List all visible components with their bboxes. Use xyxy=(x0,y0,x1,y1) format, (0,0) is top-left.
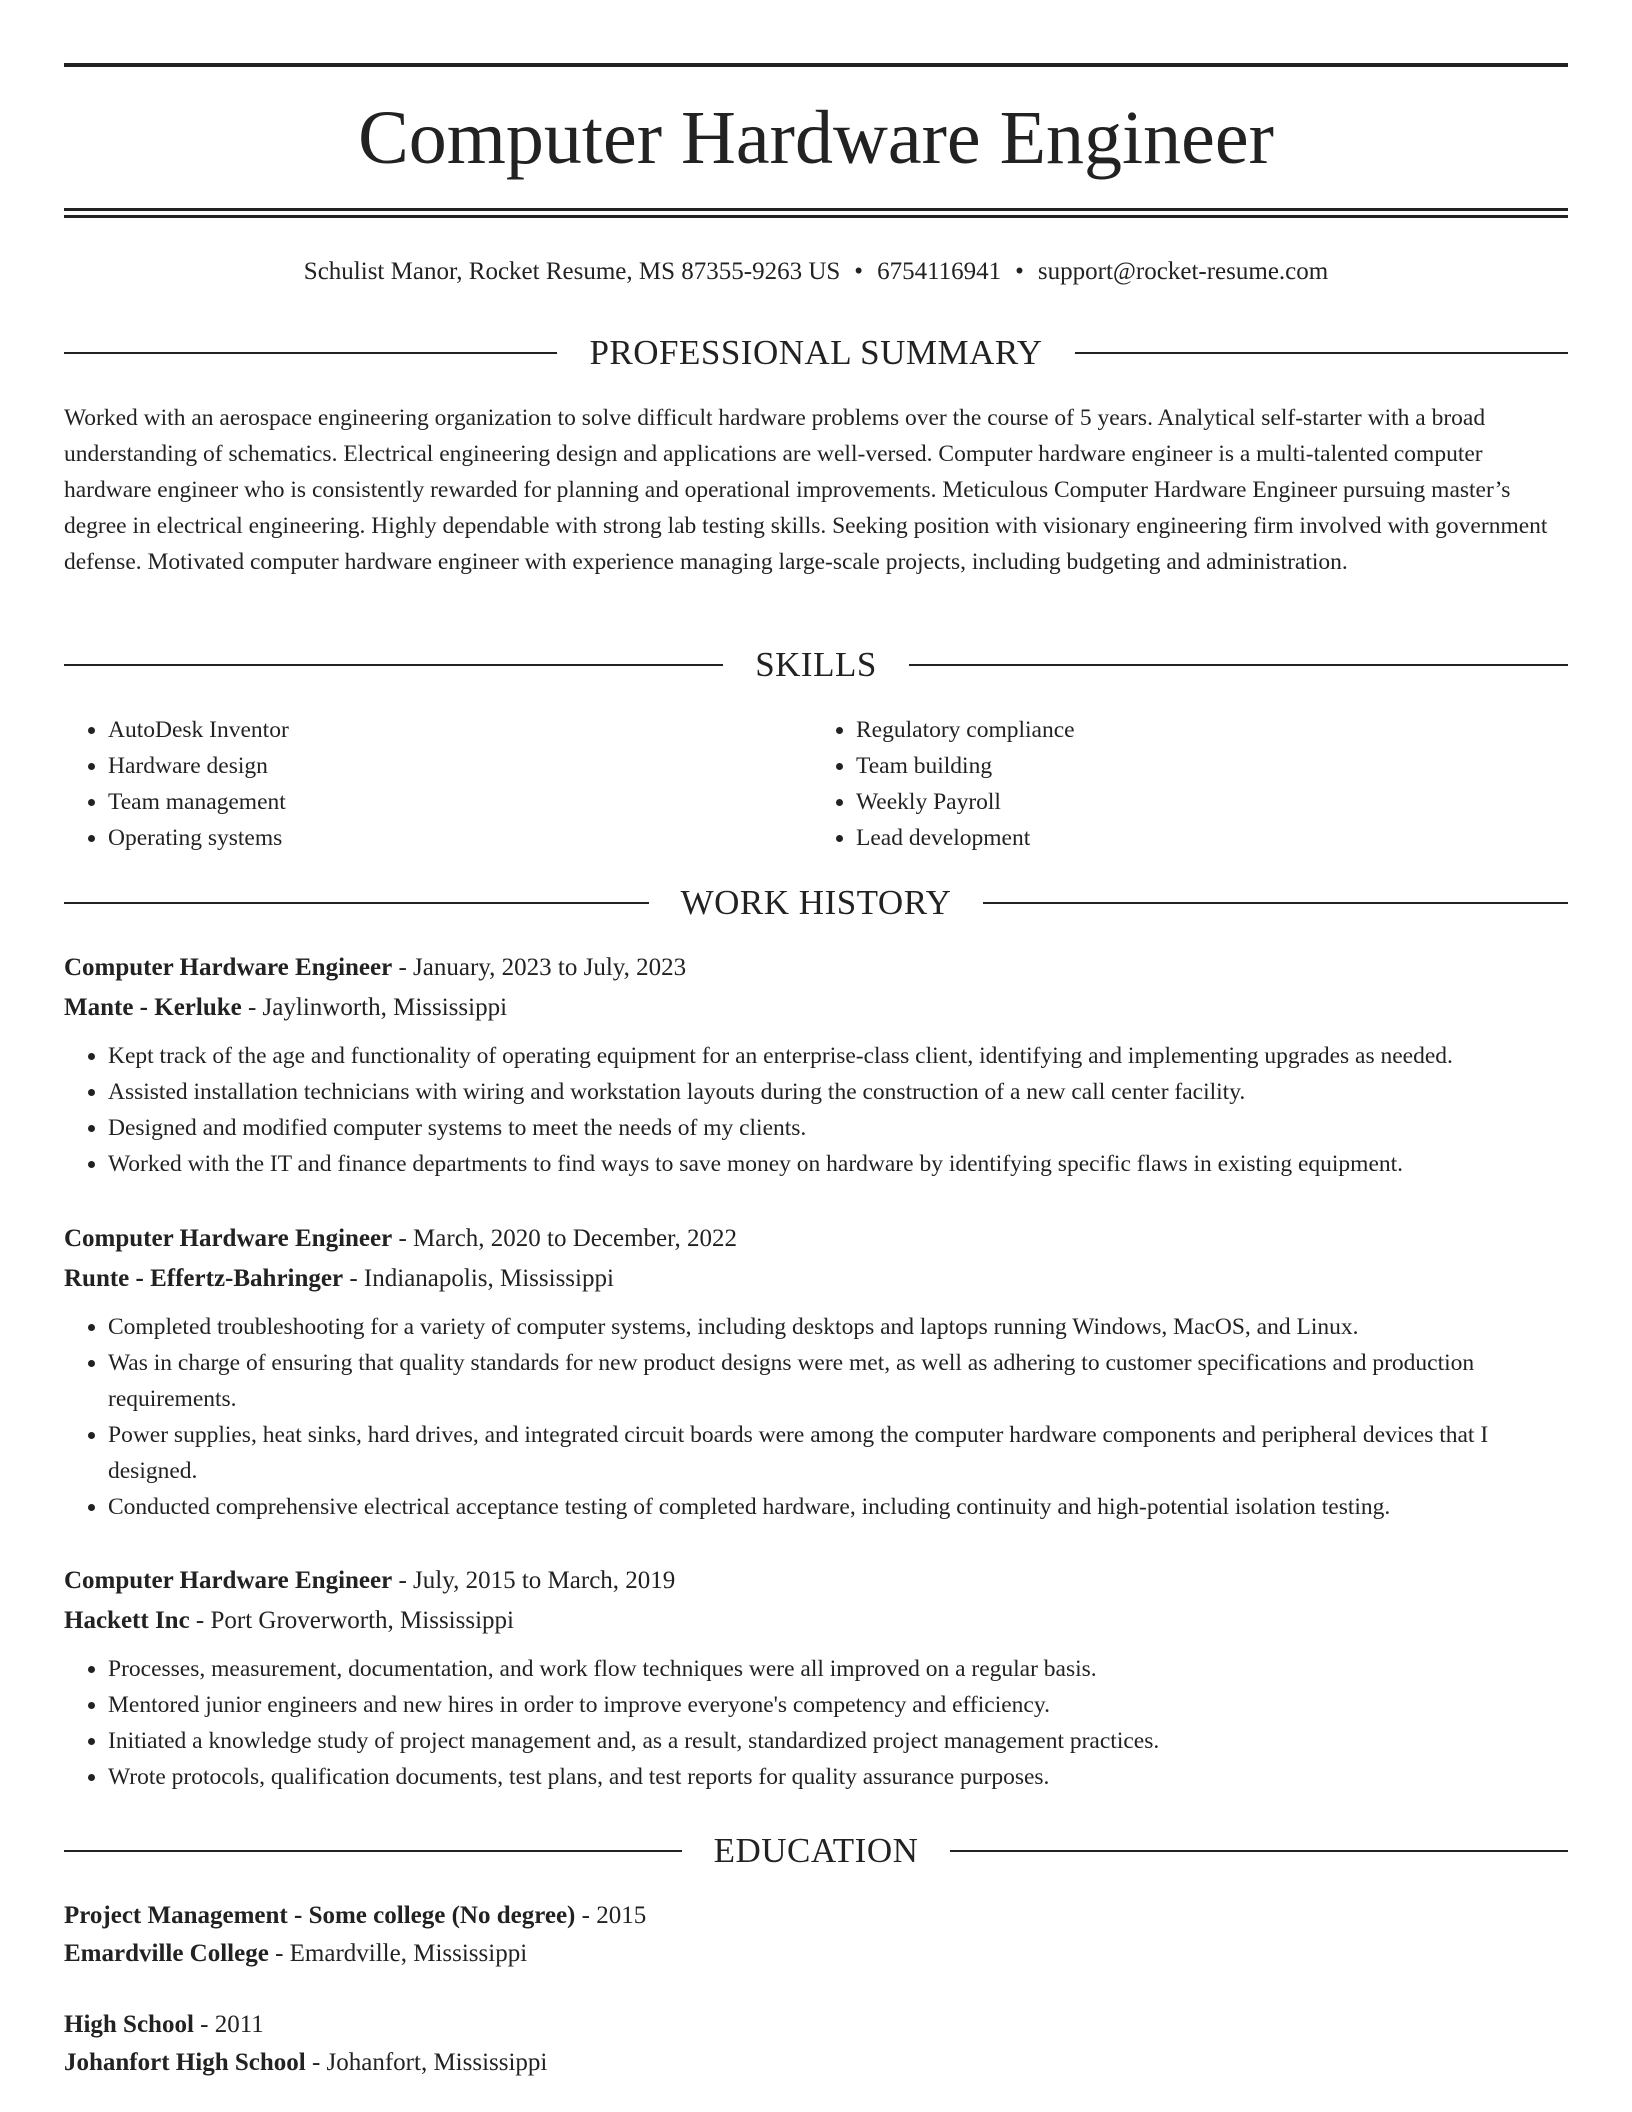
job-bullet: • Initiated a knowledge study of project management and, as a result, standardized project management practices. xyxy=(108,1723,1568,1759)
education-year: - 2015 xyxy=(575,1902,647,1929)
contact-email: support@rocket-resume.com xyxy=(1037,258,1329,285)
education-location: - Johanfort, Mississippi xyxy=(305,2049,548,2076)
title-rule-lower xyxy=(64,215,1568,218)
job-bullet: • Designed and modified computer systems to meet the needs of my clients. xyxy=(108,1110,1568,1146)
job-company: Runte - Effertz-Bahringer xyxy=(64,1265,344,1292)
education-entry xyxy=(64,2006,1568,2082)
job-title-line xyxy=(64,1219,1568,1259)
skills-list xyxy=(64,712,1568,856)
education-degree-line xyxy=(64,1897,1568,1935)
section-heading-education xyxy=(64,1827,1568,1875)
job-title: Computer Hardware Engineer xyxy=(64,1567,393,1594)
heading-rule xyxy=(983,902,1568,904)
job-entry xyxy=(64,948,1568,1182)
heading-rule xyxy=(1075,352,1568,354)
section-heading-work xyxy=(64,879,1568,927)
job-title: Computer Hardware Engineer xyxy=(64,1225,393,1252)
job-entry xyxy=(64,1219,1568,1525)
section-title: PROFESSIONAL SUMMARY xyxy=(589,333,1043,372)
skill-item: • Team management xyxy=(108,784,806,820)
job-bullets xyxy=(64,1309,1568,1525)
job-title-line xyxy=(64,1561,1568,1601)
job-dates: - January, 2023 to July, 2023 xyxy=(392,954,687,981)
heading-rule xyxy=(64,902,649,904)
job-entry xyxy=(64,1561,1568,1795)
heading-rule xyxy=(64,664,723,666)
heading-rule xyxy=(950,1850,1568,1852)
skill-item: • Team building xyxy=(856,748,1554,784)
education-school-line xyxy=(64,2044,1568,2082)
contact-separator: • xyxy=(854,258,864,285)
job-bullet: • Mentored junior engineers and new hires in order to improve everyone's competency and efficiency. xyxy=(108,1687,1568,1723)
education-degree: Project Management - Some college (No degree) xyxy=(64,1902,576,1929)
job-bullet: • Was in charge of ensuring that quality standards for new product designs were met, as well as adhering to customer specifications and production requirements. xyxy=(108,1345,1568,1417)
skill-item: • Lead development xyxy=(856,820,1554,856)
contact-line xyxy=(64,254,1568,290)
contact-phone: 6754116941 xyxy=(877,258,1002,285)
skill-item: • AutoDesk Inventor xyxy=(108,712,806,748)
job-bullet: • Wrote protocols, qualification documents, test plans, and test reports for quality assurance purposes. xyxy=(108,1759,1568,1795)
section-title: WORK HISTORY xyxy=(680,883,952,922)
section-title: SKILLS xyxy=(755,645,877,684)
section-heading-summary xyxy=(64,329,1568,377)
education-degree-line xyxy=(64,2006,1568,2044)
job-company-line xyxy=(64,1259,1568,1299)
resume-title: Computer Hardware Engineer xyxy=(358,96,1274,180)
education-school: Johanfort High School xyxy=(64,2049,306,2076)
education-year: - 2011 xyxy=(193,2011,264,2038)
skill-item: • Operating systems xyxy=(108,820,806,856)
section-title: EDUCATION xyxy=(713,1831,919,1870)
education-degree: High School xyxy=(64,2011,194,2038)
heading-rule xyxy=(64,1850,682,1852)
title-rule-upper xyxy=(64,208,1568,211)
job-location: - Port Groverworth, Mississippi xyxy=(189,1607,514,1634)
education-school-line xyxy=(64,1935,1568,1973)
skills-column-left xyxy=(64,712,806,856)
heading-rule xyxy=(909,664,1568,666)
job-bullet: • Processes, measurement, documentation, and work flow techniques were all improved on a regular basis. xyxy=(108,1651,1568,1687)
education-location: - Emardville, Mississippi xyxy=(268,1940,528,1967)
job-bullet: • Assisted installation technicians with wiring and workstation layouts during the construction of a new call center facility. xyxy=(108,1074,1568,1110)
job-bullet: • Conducted comprehensive electrical acceptance testing of completed hardware, including continuity and high-potential isolation testing. xyxy=(108,1489,1568,1525)
job-title-line xyxy=(64,948,1568,988)
education-entry xyxy=(64,1897,1568,1973)
job-bullets xyxy=(64,1038,1568,1182)
job-dates: - July, 2015 to March, 2019 xyxy=(392,1567,676,1594)
contact-separator: • xyxy=(1015,258,1024,285)
job-bullet: • Power supplies, heat sinks, hard drives, and integrated circuit boards were among the computer hardware components and peripheral devices that I designed. xyxy=(108,1417,1568,1489)
heading-rule xyxy=(64,352,557,354)
job-bullet: • Completed troubleshooting for a variety of computer systems, including desktops and laptops running Windows, MacOS, and Linux. xyxy=(108,1309,1568,1345)
job-bullet: • Worked with the IT and finance departments to find ways to save money on hardware by identifying specific flaws in existing equipment. xyxy=(108,1146,1568,1182)
job-company-line xyxy=(64,988,1568,1028)
job-company-line xyxy=(64,1601,1568,1641)
job-bullet: • Kept track of the age and functionality of operating equipment for an enterprise-class client, identifying and implementing upgrades as needed. xyxy=(108,1038,1568,1074)
job-location: - Jaylinworth, Mississippi xyxy=(241,994,508,1021)
skill-item: • Weekly Payroll xyxy=(856,784,1554,820)
skills-column-right xyxy=(806,712,1554,856)
job-bullets xyxy=(64,1651,1568,1795)
education-school: Emardville College xyxy=(64,1940,269,1967)
job-company: Mante - Kerluke xyxy=(64,994,242,1021)
job-title: Computer Hardware Engineer xyxy=(64,954,393,981)
contact-address: Schulist Manor, Rocket Resume, MS 87355-9263 US xyxy=(303,258,841,285)
job-company: Hackett Inc xyxy=(64,1607,190,1634)
job-dates: - March, 2020 to December, 2022 xyxy=(392,1225,737,1252)
top-rule xyxy=(64,63,1568,67)
skill-item: • Regulatory compliance xyxy=(856,712,1554,748)
job-location: - Indianapolis, Mississippi xyxy=(343,1265,614,1292)
section-heading-skills xyxy=(64,641,1568,689)
skill-item: • Hardware design xyxy=(108,748,806,784)
summary-text: Worked with an aerospace engineering organization to solve difficult hardware problems over the course of 5 years. Analytical self-starter with a broad understanding of schematics. Electrical engineering design and applications are well-versed. Computer hardware engineer is a multi-talented computer hardware engineer who is consistently rewarded for planning and operational improvements. Meticulous Computer Hardware Engineer pursuing master’s degree in electrical engineering. Highly dependable with strong lab testing skills. Seeking position with visionary engineering firm involved with government defense. Motivated computer hardware engineer with experience managing large-scale projects, including budgeting and administration. xyxy=(64,405,1548,575)
